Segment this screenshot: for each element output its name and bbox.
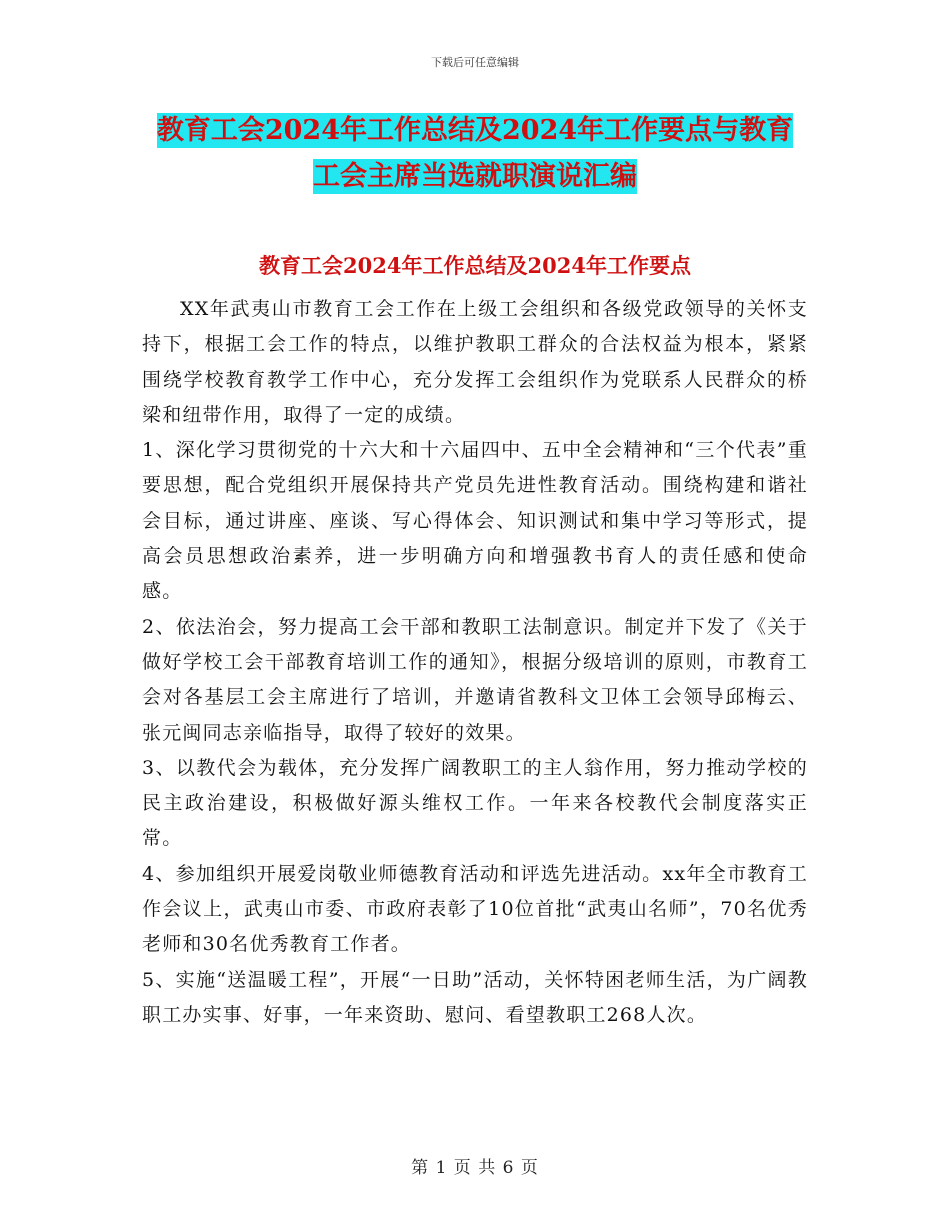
section-subtitle: 教育工会2024年工作总结及2024年工作要点 [259, 253, 691, 278]
document-title [150, 108, 800, 200]
page-header-note: 下载后可任意编辑 [431, 56, 519, 69]
paragraph-intro: XX年武夷山市教育工会工作在上级工会组织和各级党政领导的关怀支持下，根据工会工作的特点，以维护教职工群众的合法权益为根本，紧紧围绕学校教育教学工作中心，充分发挥工会组织作为党联系人民群众的桥梁和纽带作用，取得了一定的成绩。 [142, 298, 808, 426]
title-line-2: 工会主席当选就职演说汇编 [313, 161, 637, 192]
paragraph-item-1: 1、深化学习贯彻党的十六大和十六届四中、五中全会精神和“三个代表”重要思想，配合党组织开展保持共产党员先进性教育活动。围绕构建和谐社会目标，通过讲座、座谈、写心得体会、知识测试和集中学习等形式，提高会员思想政治素养，进一步明确方向和增强教书育人的责任感和使命感。 [142, 439, 808, 603]
page-number-footer: 第 1 页 共 6 页 [411, 1158, 539, 1178]
title-line-1: 教育工会2024年工作总结及2024年工作要点与教育 [156, 115, 794, 146]
paragraph-item-3: 3、以教代会为载体，充分发挥广阔教职工的主人翁作用，努力推动学校的民主政治建设，积极做好源头维权工作。一年来各校教代会制度落实正常。 [142, 756, 808, 850]
document-body [142, 292, 808, 1033]
paragraph-item-2: 2、依法治会，努力提高工会干部和教职工法制意识。制定并下发了《关于做好学校工会干部教育培训工作的通知》，根据分级培训的原则，市教育工会对各基层工会主席进行了培训，并邀请省教科文卫体工会领导邱梅云、张元闽同志亲临指导，取得了较好的效果。 [142, 615, 808, 744]
paragraph-item-4: 4、参加组织开展爱岗敬业师德教育活动和评选先进活动。xx年全市教育工作会议上，武夷山市委、市政府表彰了10位首批“武夷山名师”，70名优秀老师和30名优秀教育工作者。 [142, 862, 808, 956]
paragraph-item-5: 5、实施“送温暖工程”，开展“一日助”活动，关怀特困老师生活，为广阔教职工办实事、好事，一年来资助、慰问、看望教职工268人次。 [142, 968, 808, 1026]
